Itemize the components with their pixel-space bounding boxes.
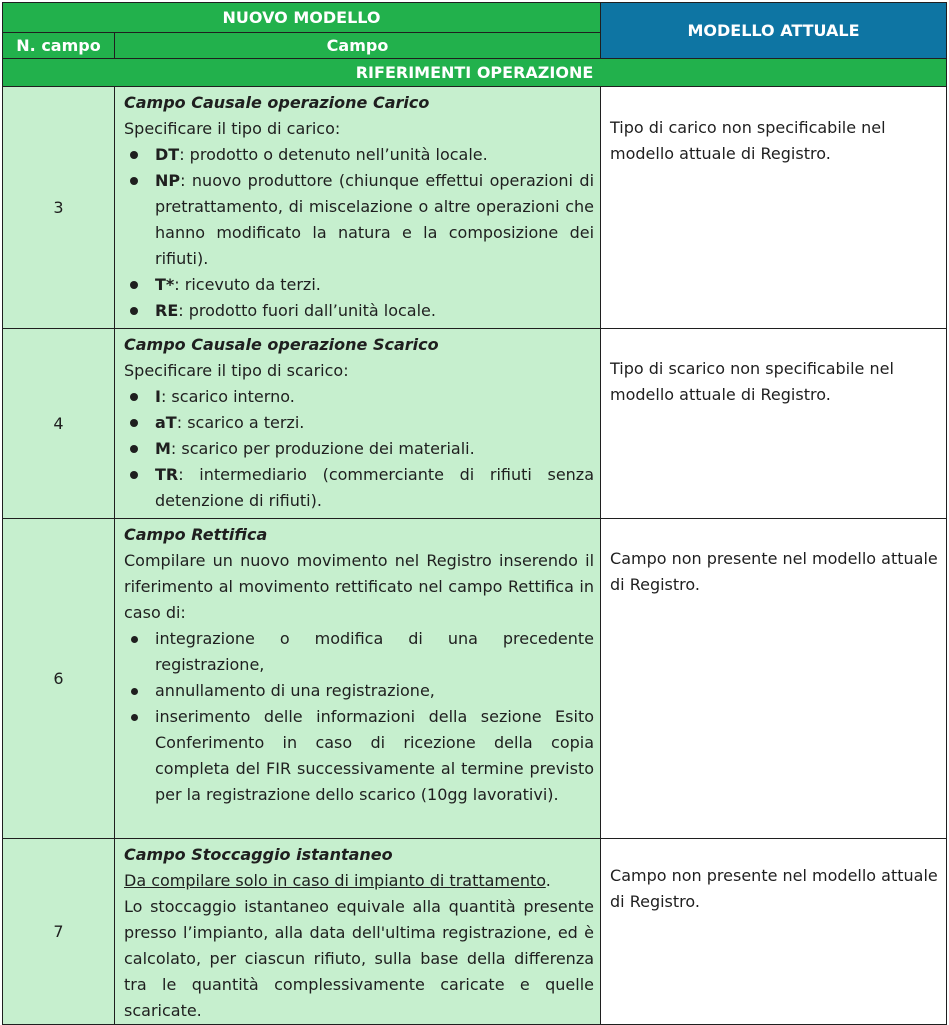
list-item bbox=[124, 436, 594, 462]
campo-title: Campo Causale operazione Scarico bbox=[124, 335, 439, 354]
section-title: RIFERIMENTI OPERAZIONE bbox=[3, 59, 947, 87]
campo-description bbox=[115, 519, 601, 839]
campo-column-header: Campo bbox=[115, 33, 601, 59]
modello-attuale-cell bbox=[601, 519, 947, 839]
modello-attuale-text: Tipo di scarico non specificabile nel modello attuale di Registro. bbox=[610, 359, 894, 404]
campo-note-end: . bbox=[545, 871, 551, 890]
modello-attuale-cell bbox=[601, 839, 947, 1025]
list-item bbox=[124, 272, 594, 298]
campo-description bbox=[115, 329, 601, 519]
modello-attuale-cell bbox=[601, 87, 947, 329]
campo-description bbox=[115, 839, 601, 1025]
campo-note bbox=[124, 868, 594, 894]
campo-number: 4 bbox=[3, 329, 115, 519]
comparison-table bbox=[2, 2, 947, 1025]
campo-note-underlined: Da compilare solo in caso di impianto di trattamento bbox=[124, 871, 546, 890]
campo-intro: Compilare un nuovo movimento nel Registro inserendo il riferimento al movimento rettificato nel campo Rettifica in caso di: bbox=[124, 551, 595, 622]
list-item: inserimento delle informazioni della sezione Esito Conferimento in caso di ricezione della copia completa del FIR successivamente al termine previsto per la registrazione dello scarico (10gg lavorativi). bbox=[124, 704, 594, 808]
table-row bbox=[3, 87, 947, 329]
item-text: : scarico interno. bbox=[160, 387, 295, 406]
bullet-list bbox=[124, 626, 594, 808]
list-item: integrazione o modifica di una precedente registrazione, bbox=[124, 626, 594, 678]
code-label: TR bbox=[155, 465, 179, 484]
campo-number: 7 bbox=[3, 839, 115, 1025]
item-text: : scarico per produzione dei materiali. bbox=[170, 439, 475, 458]
code-label: I bbox=[155, 387, 161, 406]
item-text: : scarico a terzi. bbox=[176, 413, 305, 432]
list-item bbox=[124, 462, 594, 514]
campo-body: Lo stoccaggio istantaneo equivale alla quantità presente presso l’impianto, alla data dell'ultima registrazione, ed è calcolato, per ciascun rifiuto, sulla base della differenza tra le quantità complessivamente caricate e quelle scaricate. bbox=[124, 897, 595, 1020]
campo-number: 3 bbox=[3, 87, 115, 329]
n-campo-column-header: N. campo bbox=[3, 33, 115, 59]
table-row bbox=[3, 519, 947, 839]
modello-attuale-text: Campo non presente nel modello attuale di Registro. bbox=[610, 866, 938, 911]
section-row bbox=[3, 59, 947, 87]
campo-title: Campo Causale operazione Carico bbox=[124, 93, 430, 112]
item-text: : prodotto fuori dall’unità locale. bbox=[178, 301, 436, 320]
campo-description bbox=[115, 87, 601, 329]
list-item bbox=[124, 168, 594, 272]
list-item bbox=[124, 298, 594, 324]
item-text: : intermediario (commerciante di rifiuti senza detenzione di rifiuti). bbox=[155, 465, 595, 510]
modello-attuale-header: MODELLO ATTUALE bbox=[601, 3, 947, 59]
code-label: RE bbox=[155, 301, 179, 320]
campo-title: Campo Stoccaggio istantaneo bbox=[124, 845, 393, 864]
list-item bbox=[124, 142, 594, 168]
campo-number: 6 bbox=[3, 519, 115, 839]
item-text: : ricevuto da terzi. bbox=[174, 275, 321, 294]
table-row bbox=[3, 329, 947, 519]
code-label: DT bbox=[155, 145, 180, 164]
code-label: T* bbox=[155, 275, 175, 294]
bullet-list bbox=[124, 384, 594, 514]
bullet-list bbox=[124, 142, 594, 324]
list-item bbox=[124, 410, 594, 436]
code-label: NP bbox=[155, 171, 181, 190]
campo-intro: Specificare il tipo di carico: bbox=[124, 119, 341, 138]
campo-title: Campo Rettifica bbox=[124, 525, 268, 544]
code-label: aT bbox=[155, 413, 177, 432]
campo-intro: Specificare il tipo di scarico: bbox=[124, 361, 349, 380]
code-label: M bbox=[155, 439, 171, 458]
list-item: annullamento di una registrazione, bbox=[124, 678, 594, 704]
item-text: : prodotto o detenuto nell’unità locale. bbox=[179, 145, 488, 164]
document-page bbox=[2, 2, 946, 1022]
item-text: : nuovo produttore (chiunque effettui operazioni di pretrattamento, di miscelazione o altre operazioni che hanno modificato la natura e la composizione dei rifiuti). bbox=[155, 171, 595, 268]
list-item bbox=[124, 384, 594, 410]
table-row bbox=[3, 839, 947, 1025]
modello-attuale-cell bbox=[601, 329, 947, 519]
modello-attuale-text: Campo non presente nel modello attuale di Registro. bbox=[610, 549, 938, 594]
nuovo-modello-header: NUOVO MODELLO bbox=[3, 3, 601, 33]
header-row bbox=[3, 3, 947, 33]
modello-attuale-text: Tipo di carico non specificabile nel modello attuale di Registro. bbox=[610, 118, 886, 163]
